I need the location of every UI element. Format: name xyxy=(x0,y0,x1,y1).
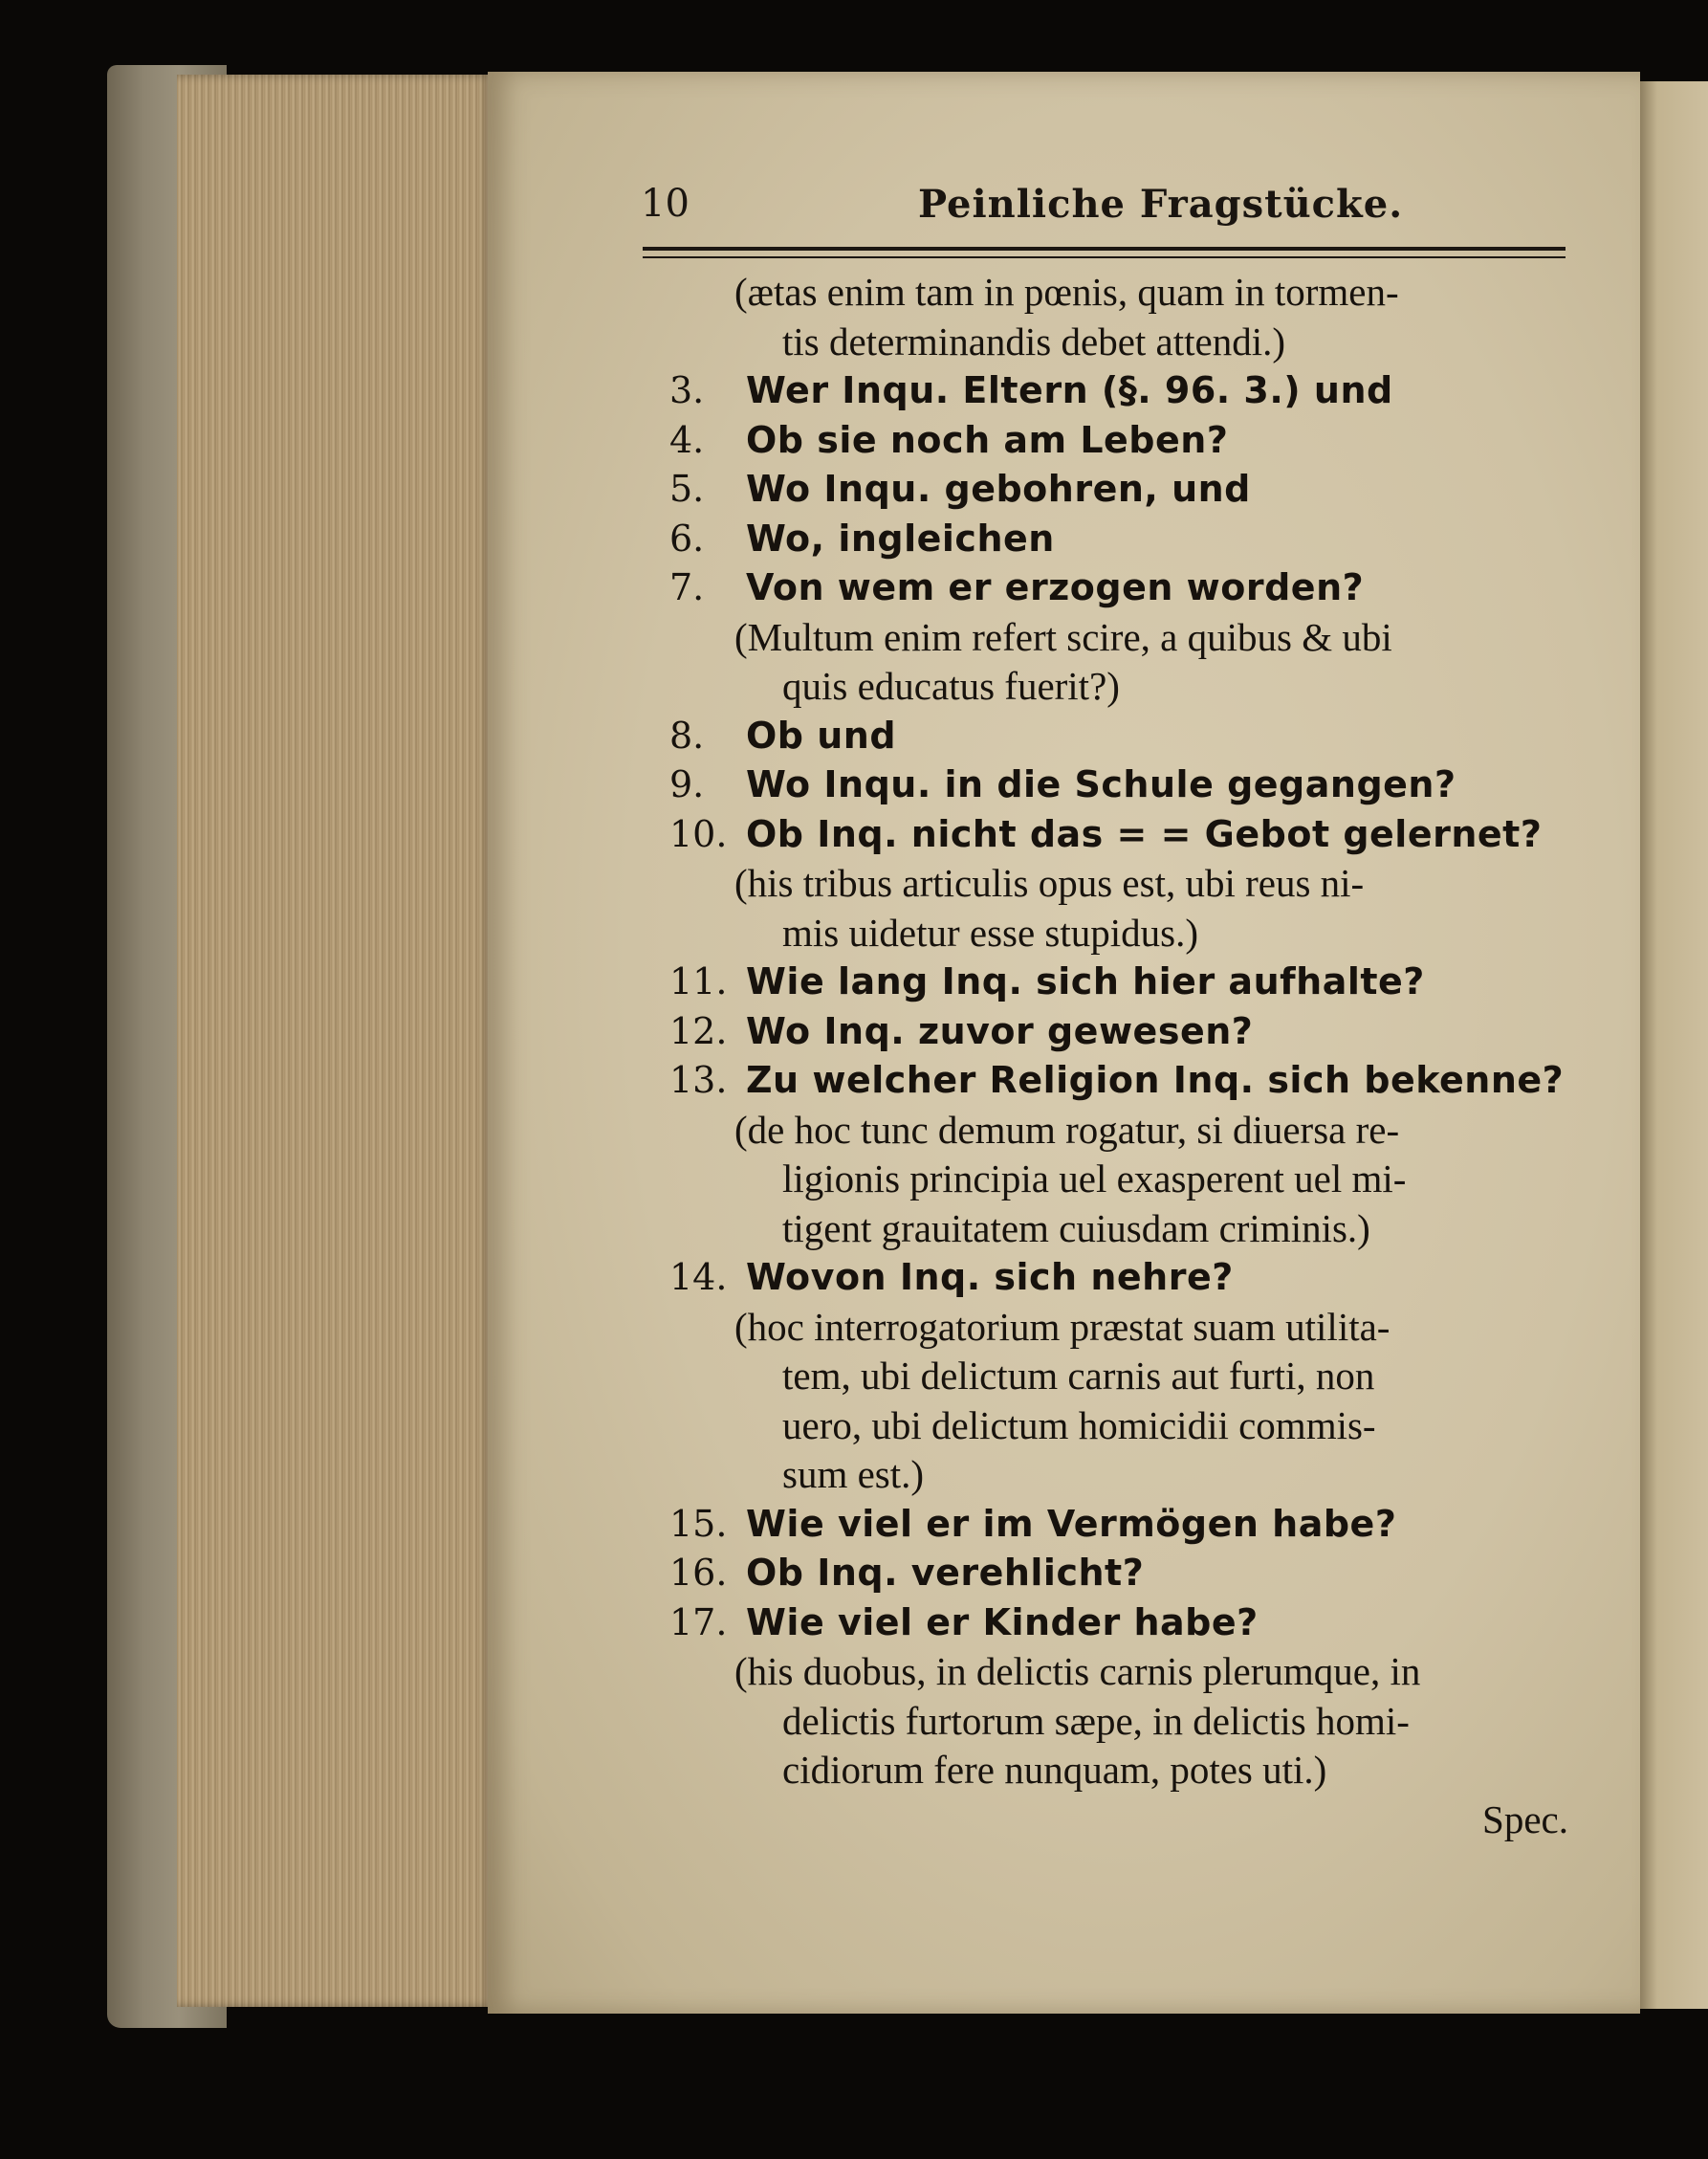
latin-note-line xyxy=(669,1401,1578,1451)
note-text: (de hoc tunc demum rogatur, si diuersa re- xyxy=(734,1107,1400,1152)
question-text: Ob sie noch am Leben? xyxy=(746,418,1229,461)
question-text: Wovon Inq. sich nehre? xyxy=(746,1256,1234,1298)
question-line xyxy=(669,515,1578,564)
question-text: Wie lang Inq. sich hier aufhalte? xyxy=(746,960,1425,1002)
question-text: Wer Inqu. Eltern (§. 96. 3.) und xyxy=(746,369,1393,411)
question-line xyxy=(669,366,1578,416)
question-number: 10. xyxy=(669,812,728,855)
note-text: delictis furtorum sæpe, in delictis homi- xyxy=(782,1698,1410,1743)
page-number: 10 xyxy=(641,182,690,226)
question-line xyxy=(669,760,1578,810)
latin-note-line xyxy=(669,1746,1578,1795)
question-line xyxy=(669,1598,1578,1648)
header-rule xyxy=(643,247,1566,258)
running-head: Peinliche Fragstücke. xyxy=(918,182,1404,227)
question-line xyxy=(669,810,1578,860)
note-text: tem, ubi delictum carnis aut furti, non xyxy=(782,1354,1375,1398)
question-text: Von wem er erzogen worden? xyxy=(746,566,1365,608)
note-text: (ætas enim tam in pœnis, quam in tormen- xyxy=(734,270,1399,314)
catchword-line xyxy=(669,1795,1578,1845)
question-number: 5. xyxy=(669,468,705,510)
latin-note-line xyxy=(669,1155,1578,1204)
question-text: Wo Inq. zuvor gewesen? xyxy=(746,1009,1254,1052)
question-text: Wo, ingleichen xyxy=(746,517,1055,560)
latin-note-line xyxy=(669,613,1578,663)
question-line xyxy=(669,712,1578,761)
question-text: Wo Inqu. gebohren, und xyxy=(746,468,1251,510)
note-text: cidiorum fere nunquam, potes uti.) xyxy=(782,1748,1327,1792)
note-text: mis uidetur esse stupidus.) xyxy=(782,910,1199,955)
note-text: ligionis principia uel exasperent uel mi- xyxy=(782,1157,1407,1201)
question-text: Ob Inq. nicht das = = Gebot gelernet? xyxy=(746,812,1543,855)
latin-note-line xyxy=(669,1106,1578,1156)
note-text: (his duobus, in delictis carnis plerumque, in xyxy=(734,1649,1421,1693)
latin-note-line xyxy=(669,1204,1578,1254)
question-number: 3. xyxy=(669,369,705,411)
note-text: quis educatus fuerit?) xyxy=(782,664,1120,708)
question-text: Wie viel er im Vermögen habe? xyxy=(746,1502,1397,1545)
note-text: (his tribus articulis opus est, ubi reus ni- xyxy=(734,861,1365,905)
page-header xyxy=(641,182,1559,239)
question-text: Ob und xyxy=(746,714,897,757)
latin-note-line xyxy=(669,662,1578,712)
question-line xyxy=(669,563,1578,613)
question-number: 14. xyxy=(669,1256,728,1298)
text-block xyxy=(669,268,1578,1894)
latin-note-line xyxy=(669,1450,1578,1500)
question-number: 9. xyxy=(669,763,705,805)
question-text: Ob Inq. verehlicht? xyxy=(746,1552,1145,1594)
question-line xyxy=(669,1549,1578,1598)
question-number: 16. xyxy=(669,1552,728,1594)
catchword: Spec. xyxy=(1482,1796,1568,1841)
question-line xyxy=(669,1500,1578,1550)
question-text: Zu welcher Religion Inq. sich bekenne? xyxy=(746,1059,1565,1101)
facing-page-edge xyxy=(1640,81,1708,2009)
latin-note-line xyxy=(669,318,1578,367)
latin-note-line xyxy=(669,1697,1578,1747)
note-text: (hoc interrogatorium præstat suam utilita- xyxy=(734,1304,1390,1349)
question-number: 6. xyxy=(669,517,705,560)
question-number: 8. xyxy=(669,714,705,757)
question-line xyxy=(669,1007,1578,1057)
latin-note-line xyxy=(669,1352,1578,1401)
note-text: uero, ubi delictum homicidii commis- xyxy=(782,1402,1376,1447)
question-number: 11. xyxy=(669,960,728,1002)
note-text: tigent grauitatem cuiusdam criminis.) xyxy=(782,1205,1370,1250)
question-text: Wie viel er Kinder habe? xyxy=(746,1600,1259,1643)
question-line xyxy=(669,958,1578,1007)
note-text: tis determinandis debet attendi.) xyxy=(782,319,1286,364)
note-text: (Multum enim refert scire, a quibus & ubi xyxy=(734,614,1392,659)
question-text: Wo Inqu. in die Schule gegangen? xyxy=(746,763,1456,805)
note-text: sum est.) xyxy=(782,1452,925,1496)
question-number: 13. xyxy=(669,1059,728,1101)
question-line xyxy=(669,416,1578,466)
latin-note-line xyxy=(669,1303,1578,1353)
question-number: 15. xyxy=(669,1502,728,1545)
question-line xyxy=(669,465,1578,515)
question-number: 7. xyxy=(669,566,705,608)
question-number: 4. xyxy=(669,418,705,461)
question-number: 17. xyxy=(669,1600,728,1643)
page-edges xyxy=(177,75,493,2007)
question-line xyxy=(669,1056,1578,1106)
question-line xyxy=(669,1253,1578,1303)
latin-note-line xyxy=(669,1647,1578,1697)
latin-note-line xyxy=(669,859,1578,909)
question-number: 12. xyxy=(669,1009,728,1052)
latin-note-line xyxy=(669,909,1578,958)
latin-note-line xyxy=(669,268,1578,318)
